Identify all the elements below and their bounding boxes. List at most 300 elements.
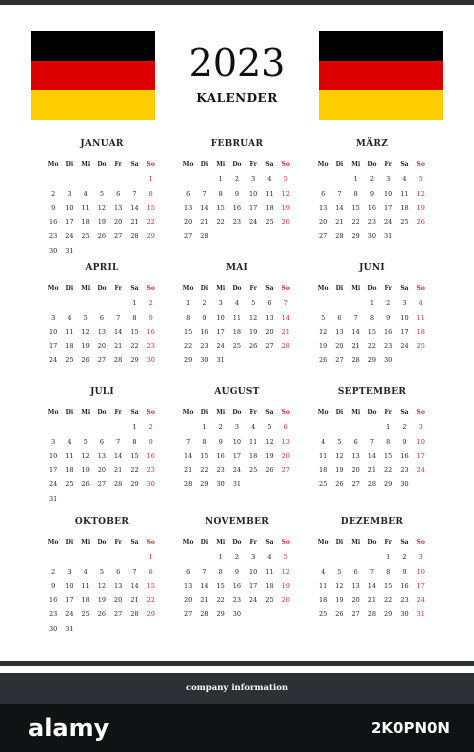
day-cell: 18: [81, 218, 90, 227]
day-cell: 25: [65, 356, 74, 365]
week-row: [180, 435, 294, 449]
day-cell: 9: [234, 567, 239, 576]
week-row: [180, 463, 294, 477]
weekday-label: Mo: [317, 285, 329, 292]
week-row: [45, 339, 159, 353]
week-row: [315, 325, 429, 339]
day-cell: 7: [132, 189, 137, 198]
week-row: [315, 339, 429, 353]
weekday-label: Fr: [249, 161, 257, 168]
day-cell: 30: [146, 356, 155, 365]
day-cell: 9: [202, 313, 207, 322]
day-cell: 4: [418, 299, 423, 308]
day-cell: 17: [216, 327, 225, 336]
month-december: [315, 516, 429, 622]
day-cell: 7: [116, 437, 121, 446]
empty-cell: [78, 622, 94, 636]
day-cell: 21: [130, 596, 139, 605]
weekday-label: Fr: [114, 161, 122, 168]
week-row: [180, 311, 294, 325]
day-cell: 27: [114, 232, 123, 241]
week-row: [180, 229, 294, 243]
day-cell: 28: [367, 480, 377, 489]
week-row: [45, 550, 159, 564]
weekday-label: Sa: [400, 409, 409, 416]
weekday-label: Fr: [114, 285, 122, 292]
day-cell: 17: [400, 327, 409, 336]
day-cell: 27: [183, 232, 193, 241]
week-row: [180, 593, 294, 607]
day-cell: 15: [130, 327, 139, 336]
day-cell: 16: [48, 218, 58, 227]
day-cell: 13: [318, 203, 328, 212]
day-cell: 2: [148, 299, 153, 308]
day-cell: 11: [65, 451, 74, 460]
week-row: [315, 187, 429, 201]
empty-cell: [94, 622, 110, 636]
day-cell: 4: [67, 437, 72, 446]
empty-cell: [196, 550, 212, 564]
day-cell: 17: [384, 203, 393, 212]
week-row: [180, 565, 294, 579]
day-cell: 21: [130, 218, 139, 227]
day-cell: 11: [318, 581, 328, 590]
day-cell: 15: [146, 203, 155, 212]
week-row: [315, 229, 429, 243]
day-cell: 7: [116, 313, 121, 322]
day-cell: 3: [67, 567, 72, 576]
day-cell: 14: [281, 313, 290, 322]
day-cell: 9: [51, 581, 56, 590]
day-cell: 17: [249, 581, 258, 590]
week-row: [315, 353, 429, 367]
day-cell: 28: [183, 480, 193, 489]
day-cell: 1: [369, 299, 374, 308]
day-cell: 19: [335, 466, 344, 475]
weekday-label: Mo: [182, 539, 194, 546]
weekday-label: Di: [335, 539, 344, 546]
day-cell: 10: [65, 203, 74, 212]
watermark-image-id: 2K0PN0N: [370, 719, 450, 737]
day-cell: 30: [146, 480, 155, 489]
weekday-label: Sa: [130, 539, 139, 546]
day-cell: 10: [384, 189, 393, 198]
day-cell: 9: [148, 313, 153, 322]
week-row: [45, 449, 159, 463]
day-cell: 3: [251, 553, 256, 562]
empty-cell: [315, 420, 331, 434]
day-cell: 18: [65, 466, 74, 475]
day-cell: 4: [251, 423, 256, 432]
day-cell: 27: [318, 232, 328, 241]
flag-stripe-gold: [319, 90, 443, 120]
month-july: [45, 386, 159, 506]
day-cell: 12: [81, 327, 90, 336]
month-grid: [315, 406, 429, 492]
day-cell: 30: [48, 624, 58, 633]
day-cell: 5: [418, 175, 423, 184]
empty-cell: [180, 550, 196, 564]
week-row: [180, 550, 294, 564]
day-cell: 25: [249, 466, 258, 475]
day-cell: 14: [367, 451, 377, 460]
weekday-label: Sa: [265, 161, 274, 168]
weekday-header-row: [45, 282, 159, 296]
day-cell: 24: [48, 356, 58, 365]
day-cell: 2: [148, 423, 153, 432]
day-cell: 31: [384, 232, 393, 241]
weekday-label: Fr: [114, 409, 122, 416]
day-cell: 22: [146, 218, 155, 227]
day-cell: 19: [265, 451, 274, 460]
day-cell: 8: [353, 189, 358, 198]
weekday-label: Sa: [265, 409, 274, 416]
weekday-label: Mo: [47, 285, 59, 292]
day-cell: 1: [386, 553, 391, 562]
day-cell: 9: [148, 437, 153, 446]
week-row: [45, 420, 159, 434]
month-name: NOVEMBER: [204, 517, 270, 527]
day-cell: 4: [83, 567, 88, 576]
day-cell: 29: [384, 610, 393, 619]
week-row: [315, 449, 429, 463]
day-cell: 15: [183, 327, 193, 336]
day-cell: 15: [216, 203, 225, 212]
empty-cell: [78, 244, 94, 258]
weekday-label: Mo: [317, 409, 329, 416]
day-cell: 18: [318, 466, 328, 475]
day-cell: 8: [148, 189, 153, 198]
day-cell: 16: [232, 203, 242, 212]
day-cell: 2: [369, 175, 374, 184]
weekday-label: So: [146, 539, 155, 546]
empty-cell: [94, 296, 110, 310]
day-cell: 27: [114, 610, 123, 619]
empty-cell: [315, 550, 331, 564]
month-grid: [180, 406, 294, 492]
empty-cell: [278, 229, 294, 243]
day-cell: 10: [416, 437, 425, 446]
day-cell: 1: [386, 423, 391, 432]
day-cell: 21: [351, 342, 360, 351]
weekday-header-row: [315, 282, 429, 296]
empty-cell: [348, 296, 364, 310]
empty-cell: [396, 229, 412, 243]
day-cell: 7: [353, 313, 358, 322]
day-cell: 13: [335, 327, 344, 336]
day-cell: 29: [367, 356, 377, 365]
day-cell: 3: [402, 299, 407, 308]
weekday-label: Fr: [249, 409, 257, 416]
day-cell: 23: [232, 596, 242, 605]
empty-cell: [348, 550, 364, 564]
day-cell: 22: [216, 218, 225, 227]
day-cell: 11: [416, 313, 425, 322]
day-cell: 18: [249, 451, 258, 460]
month-name: MÄRZ: [355, 139, 389, 149]
day-cell: 16: [216, 451, 225, 460]
day-cell: 29: [200, 480, 209, 489]
day-cell: 14: [130, 203, 139, 212]
week-row: [45, 463, 159, 477]
empty-cell: [331, 550, 347, 564]
day-cell: 4: [321, 567, 326, 576]
day-cell: 7: [283, 299, 288, 308]
empty-cell: [110, 550, 126, 564]
empty-cell: [229, 353, 245, 367]
day-cell: 13: [351, 451, 360, 460]
month-grid: [180, 282, 294, 368]
weekday-header-row: [45, 536, 159, 550]
day-cell: 4: [234, 299, 239, 308]
day-cell: 21: [367, 466, 377, 475]
month-october: [45, 516, 159, 636]
day-cell: 19: [335, 596, 344, 605]
day-cell: 28: [130, 232, 139, 241]
day-cell: 19: [81, 342, 90, 351]
day-cell: 31: [65, 624, 74, 633]
day-cell: 1: [132, 299, 137, 308]
day-cell: 1: [218, 175, 223, 184]
day-cell: 26: [81, 480, 90, 489]
week-row: [180, 201, 294, 215]
day-cell: 14: [351, 327, 360, 336]
day-cell: 21: [200, 596, 209, 605]
day-cell: 11: [318, 451, 328, 460]
week-row: [180, 187, 294, 201]
week-row: [315, 172, 429, 186]
day-cell: 6: [267, 299, 272, 308]
weekday-label: So: [281, 409, 290, 416]
day-cell: 21: [114, 466, 123, 475]
weekday-label: So: [416, 161, 425, 168]
flag-stripe-black: [31, 31, 155, 61]
weekday-label: Di: [65, 409, 74, 416]
company-information: company information: [185, 683, 289, 693]
week-row: [315, 215, 429, 229]
day-cell: 13: [97, 327, 107, 336]
day-cell: 7: [369, 437, 374, 446]
day-cell: 18: [265, 203, 274, 212]
day-cell: 17: [48, 466, 58, 475]
weekday-label: Do: [232, 409, 242, 416]
day-cell: 29: [183, 356, 193, 365]
day-cell: 8: [132, 313, 137, 322]
month-grid: [315, 158, 429, 244]
day-cell: 28: [367, 610, 377, 619]
flag-stripe-red: [319, 61, 443, 91]
day-cell: 28: [114, 480, 123, 489]
weekday-label: Do: [232, 161, 242, 168]
weekday-label: Mo: [47, 539, 59, 546]
day-cell: 3: [418, 423, 423, 432]
weekday-label: So: [416, 285, 425, 292]
day-cell: 8: [186, 313, 191, 322]
day-cell: 8: [202, 437, 207, 446]
day-cell: 8: [148, 567, 153, 576]
month-september: [315, 386, 429, 492]
day-cell: 26: [281, 218, 290, 227]
day-cell: 25: [81, 610, 90, 619]
empty-cell: [364, 550, 380, 564]
empty-cell: [61, 420, 77, 434]
weekday-label: Fr: [384, 409, 392, 416]
week-row: [180, 172, 294, 186]
week-row: [45, 565, 159, 579]
day-cell: 1: [148, 175, 153, 184]
week-row: [45, 311, 159, 325]
month-name: JULI: [90, 387, 114, 397]
day-cell: 27: [265, 342, 274, 351]
day-cell: 26: [281, 596, 290, 605]
week-row: [45, 477, 159, 491]
day-cell: 25: [232, 342, 242, 351]
day-cell: 2: [386, 299, 391, 308]
empty-cell: [45, 550, 61, 564]
week-row: [180, 420, 294, 434]
empty-cell: [78, 420, 94, 434]
empty-cell: [94, 550, 110, 564]
day-cell: 23: [146, 342, 155, 351]
weekday-label: Di: [65, 539, 74, 546]
empty-cell: [278, 353, 294, 367]
week-row: [45, 201, 159, 215]
day-cell: 26: [265, 466, 274, 475]
day-cell: 6: [283, 423, 288, 432]
day-cell: 27: [183, 610, 193, 619]
day-cell: 8: [386, 567, 391, 576]
day-cell: 8: [132, 437, 137, 446]
weekday-label: Mi: [351, 409, 361, 416]
day-cell: 16: [146, 327, 155, 336]
day-cell: 20: [335, 342, 344, 351]
day-cell: 22: [216, 596, 225, 605]
day-cell: 11: [249, 437, 258, 446]
month-grid: [315, 536, 429, 622]
day-cell: 10: [216, 313, 225, 322]
empty-cell: [331, 420, 347, 434]
empty-cell: [143, 622, 159, 636]
weekday-label: Fr: [249, 539, 257, 546]
day-cell: 18: [400, 203, 409, 212]
empty-cell: [110, 244, 126, 258]
top-bar: [0, 0, 474, 5]
weekday-label: Do: [367, 161, 377, 168]
week-row: [45, 435, 159, 449]
month-grid: [45, 282, 159, 368]
week-row: [315, 550, 429, 564]
day-cell: 9: [51, 203, 56, 212]
month-name: FEBRUAR: [210, 139, 264, 149]
weekday-label: Sa: [400, 285, 409, 292]
empty-cell: [126, 244, 142, 258]
month-may: [180, 262, 294, 368]
day-cell: 7: [202, 567, 207, 576]
month-name: JANUAR: [80, 139, 124, 149]
day-cell: 26: [81, 356, 90, 365]
weekday-label: Mi: [351, 539, 361, 546]
day-cell: 9: [402, 437, 407, 446]
day-cell: 26: [335, 480, 344, 489]
day-cell: 19: [97, 218, 107, 227]
footer-divider: [0, 661, 474, 666]
day-cell: 23: [200, 342, 209, 351]
day-cell: 12: [335, 581, 344, 590]
weekday-label: So: [281, 161, 290, 168]
empty-cell: [261, 607, 277, 621]
day-cell: 4: [267, 175, 272, 184]
weekday-label: Fr: [114, 539, 122, 546]
empty-cell: [315, 296, 331, 310]
day-cell: 29: [351, 232, 360, 241]
month-january: [45, 138, 159, 258]
weekday-label: So: [281, 285, 290, 292]
empty-cell: [94, 420, 110, 434]
day-cell: 13: [351, 581, 360, 590]
day-cell: 20: [183, 596, 193, 605]
weekday-label: Fr: [384, 285, 392, 292]
day-cell: 5: [251, 299, 256, 308]
day-cell: 14: [183, 451, 193, 460]
empty-cell: [143, 244, 159, 258]
empty-cell: [261, 353, 277, 367]
day-cell: 23: [232, 218, 242, 227]
day-cell: 15: [351, 203, 360, 212]
empty-cell: [78, 492, 94, 506]
day-cell: 19: [97, 596, 107, 605]
day-cell: 16: [200, 327, 209, 336]
day-cell: 5: [83, 437, 88, 446]
day-cell: 8: [386, 437, 391, 446]
day-cell: 18: [81, 596, 90, 605]
month-grid: [45, 406, 159, 506]
weekday-label: Di: [65, 285, 74, 292]
calendar-subtitle: KALENDER: [196, 91, 278, 105]
day-cell: 10: [232, 437, 242, 446]
weekday-label: So: [281, 539, 290, 546]
empty-cell: [180, 420, 196, 434]
weekday-label: Sa: [130, 409, 139, 416]
empty-cell: [110, 622, 126, 636]
empty-cell: [261, 477, 277, 491]
weekday-header-row: [45, 158, 159, 172]
empty-cell: [78, 172, 94, 186]
day-cell: 1: [186, 299, 191, 308]
day-cell: 6: [116, 567, 121, 576]
day-cell: 23: [400, 466, 409, 475]
weekday-label: Mi: [81, 539, 91, 546]
day-cell: 24: [416, 596, 425, 605]
weekday-label: Fr: [384, 161, 392, 168]
day-cell: 24: [249, 218, 258, 227]
day-cell: 13: [265, 313, 274, 322]
day-cell: 16: [400, 581, 409, 590]
day-cell: 14: [114, 451, 123, 460]
week-row: [180, 477, 294, 491]
day-cell: 29: [384, 480, 393, 489]
week-row: [45, 579, 159, 593]
weekday-label: Mo: [182, 409, 194, 416]
empty-cell: [331, 172, 347, 186]
day-cell: 19: [281, 581, 290, 590]
day-cell: 26: [97, 610, 107, 619]
day-cell: 6: [186, 189, 191, 198]
empty-cell: [278, 607, 294, 621]
day-cell: 12: [249, 313, 258, 322]
empty-cell: [94, 172, 110, 186]
day-cell: 20: [265, 327, 274, 336]
day-cell: 11: [81, 203, 90, 212]
